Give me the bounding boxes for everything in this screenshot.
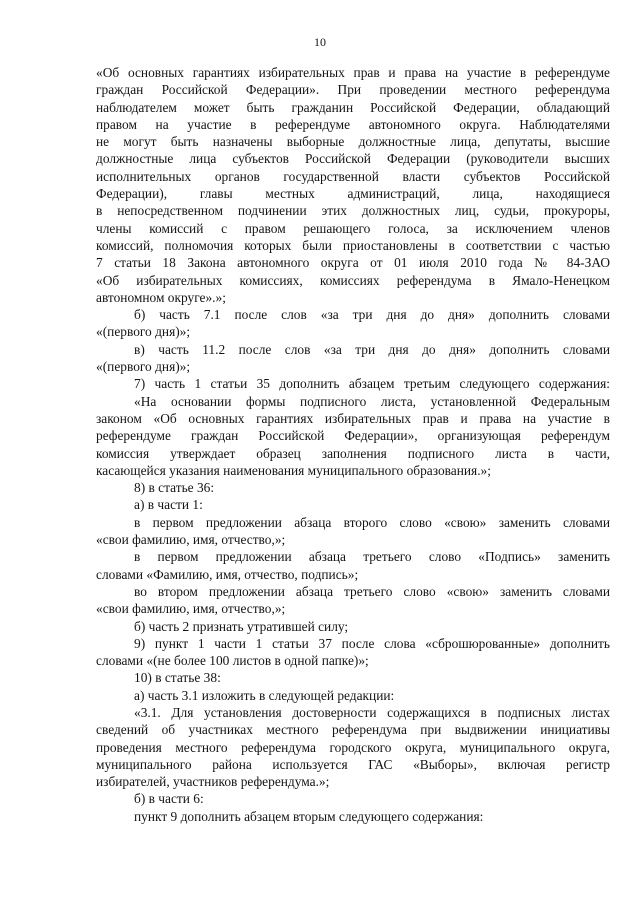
text-line: комиссия утверждает образец заполнения подписного листа в части, <box>96 445 610 461</box>
text-line: правом на участие в референдуме автономного округа. Наблюдателями <box>96 116 610 132</box>
text-line: «(первого дня)»; <box>96 359 191 375</box>
text-line: «Об основных гарантиях избирательных прав и права на участие в референдуме <box>96 65 610 80</box>
text-line: «На основании формы подписного листа, установленной Федеральным <box>134 393 610 409</box>
text-line: 7) часть 1 статьи 35 дополнить абзацем третьим следующего содержания: <box>134 376 610 392</box>
text-line: пункт 9 дополнить абзацем вторым следующего содержания: <box>134 808 484 824</box>
text-line: б) часть 2 признать утратившей силу; <box>134 618 349 634</box>
document-body <box>96 64 610 825</box>
text-line: исполнительных органов государственной власти субъектов Российской <box>96 168 610 184</box>
text-line: не могут быть назначены выборные должностные лица, депутаты, высшие <box>96 134 610 150</box>
text-line: б) часть 7.1 после слов «за три дня до дня» дополнить словами <box>134 307 610 323</box>
text-line: сведений об участниках местного референдума при выдвижении инициативы <box>96 722 610 738</box>
text-line: 10) в статье 38: <box>134 670 221 686</box>
text-line: референдуме граждан Российской Федерации», организующая референдум <box>96 428 610 444</box>
text-line: законом «Об основных гарантиях избирательных прав и права на участие в <box>96 410 610 426</box>
text-line: «свои фамилию, имя, отчество,»; <box>96 532 286 548</box>
text-line: в) часть 11.2 после слов «за три дня до дня» дополнить словами <box>134 341 610 357</box>
text-line: «Об избирательных комиссиях, комиссиях референдума в Ямало-Ненецком <box>96 272 610 288</box>
text-line: 8) в статье 36: <box>134 480 215 496</box>
text-line: в первом предложении абзаца второго слово «свою» заменить словами <box>134 514 610 530</box>
text-line: автономном округе».»; <box>96 289 226 305</box>
text-line: а) часть 3.1 изложить в следующей редакции: <box>134 687 395 703</box>
text-line: во втором предложении абзаца третьего слово «свою» заменить словами <box>134 583 610 599</box>
text-line: граждан Российской Федерации». При проведении местного референдума <box>96 82 610 98</box>
text-line: муниципального района используется ГАС «Выборы», включая регистр <box>96 756 610 772</box>
text-line: должностные лица субъектов Российской Федерации (руководители высших <box>96 151 610 167</box>
text-line: б) в части 6: <box>134 791 204 807</box>
text-line: 7 статьи 18 Закона автономного округа от 01 июля 2010 года № 84-ЗАО <box>96 255 610 271</box>
text-line: проведения местного референдума городского округа, муниципального округа, <box>96 739 610 755</box>
page-number: 10 <box>314 35 326 49</box>
text-line: словами «(не более 100 листов в одной папке)»; <box>96 653 369 669</box>
text-line: избирателей, участников референдума.»; <box>96 774 330 790</box>
text-line: касающейся указания наименования муниципального образования.»; <box>96 462 491 478</box>
text-line: в первом предложении абзаца третьего слово «Подпись» заменить <box>134 549 610 565</box>
text-line: а) в части 1: <box>134 497 203 513</box>
text-line: 9) пункт 1 части 1 статьи 37 после слова «сброшюрованные» дополнить <box>134 635 610 651</box>
text-line: «свои фамилию, имя, отчество,»; <box>96 601 286 617</box>
text-line: Федерации), главы местных администраций, лица, находящиеся <box>96 186 610 202</box>
text-line: в непосредственном подчинении этих должностных лиц, судьи, прокуроры, <box>96 203 610 219</box>
text-line: «(первого дня)»; <box>96 324 191 340</box>
text-line: «3.1. Для установления достоверности содержащихся в подписных листах <box>134 704 610 720</box>
text-line: наблюдателем может быть гражданин Российской Федерации, обладающий <box>96 99 610 115</box>
text-line: словами «Фамилию, имя, отчество, подпись»; <box>96 566 359 582</box>
text-line: комиссий, полномочия которых были приостановлены в соответствии с частью <box>96 237 610 253</box>
text-line: члены комиссий с правом решающего голоса, за исключением членов <box>96 220 610 236</box>
